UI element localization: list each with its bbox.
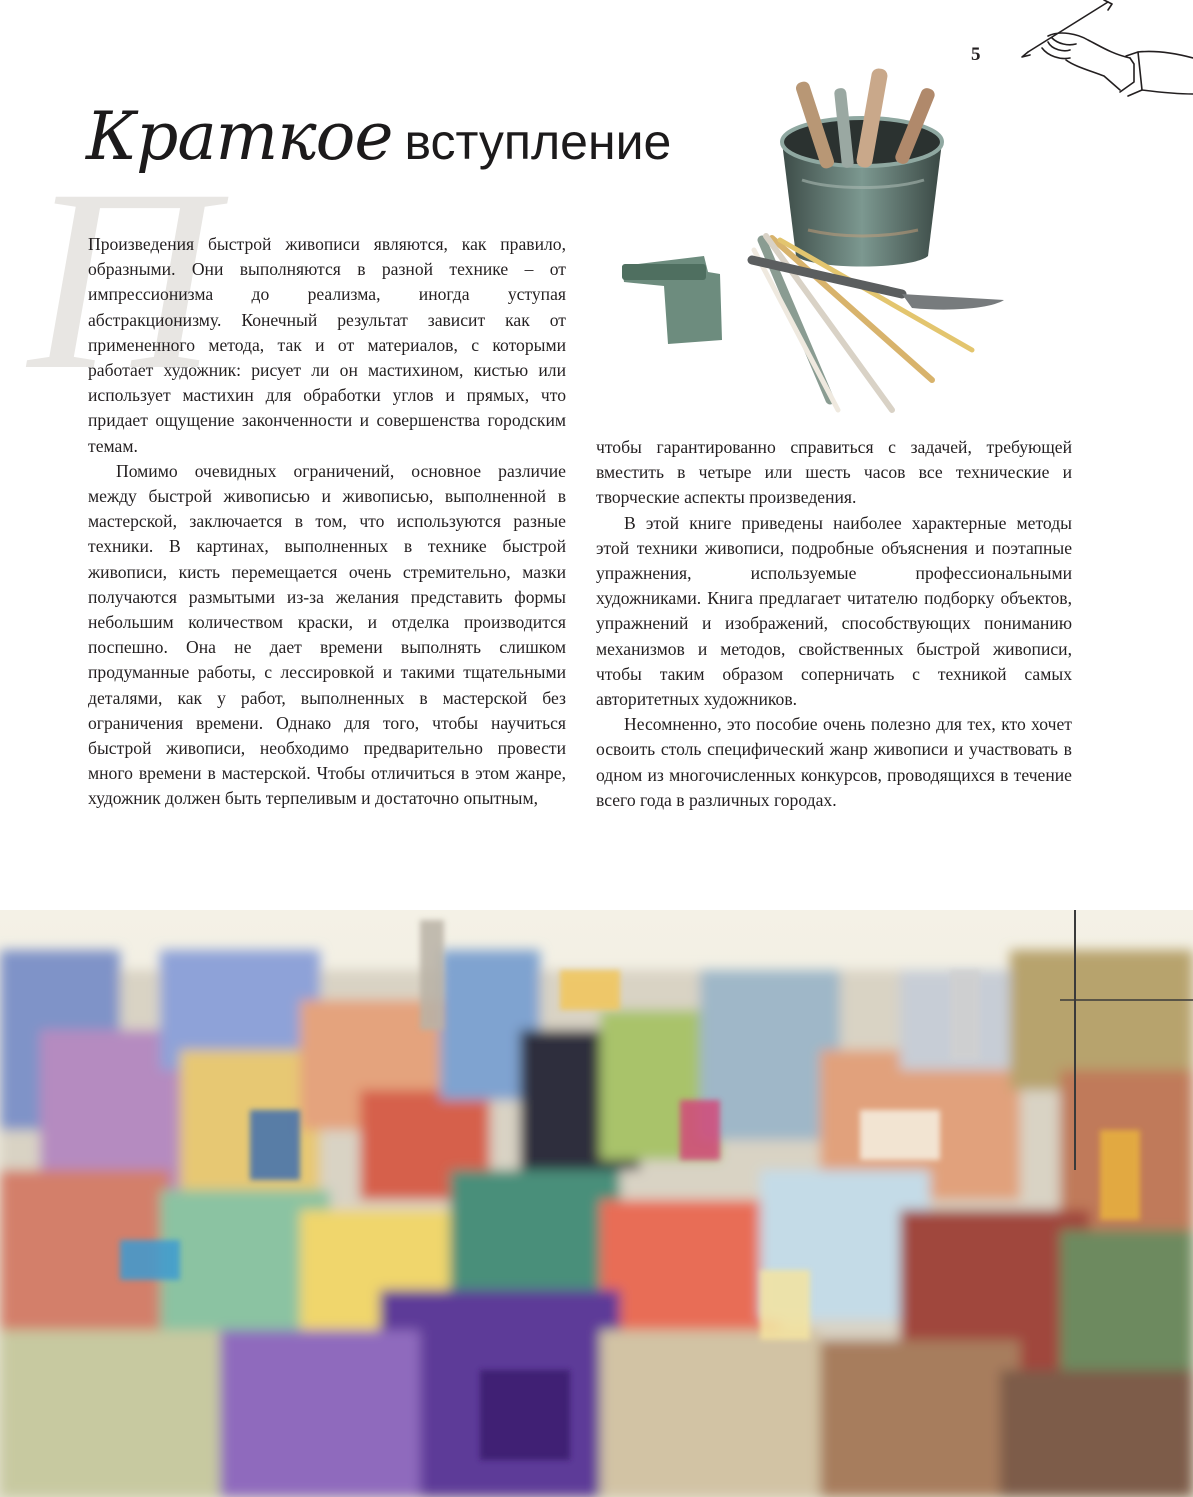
paragraph: В этой книге приведены наиболее характерные методы этой техники живописи, подробные объяснения и поэтапные упражнения, используемые профессиональными художниками. Книга предлагает читателю подборку объектов, упражнений и изображений, способствующих пониманию механизмов и методов, свойственных быстрой живописи, чтобы таким образом соперничать с техникой самых авторитетных художников. bbox=[596, 512, 1072, 710]
painting-tools-photo bbox=[612, 60, 1032, 420]
title-script-part: Краткое bbox=[86, 98, 393, 175]
paragraph: Несомненно, это пособие очень полезно для тех, кто хочет освоить столь специфический жанр живописи и участвовать в одном из многочисленных конкурсов, проводящихся в течение всего года в различных городах. bbox=[596, 714, 1072, 810]
decorative-dropcap: П bbox=[28, 136, 216, 424]
page-number: 5 bbox=[971, 44, 981, 65]
paragraph: чтобы гарантированно справиться с задачей, требующей вместить в четыре или шесть часов все технические и творческие аспекты произведения. bbox=[596, 437, 1072, 508]
text-column-left bbox=[88, 232, 566, 812]
title-plain-part: вступление bbox=[404, 114, 672, 170]
paragraph: Произведения быстрой живописи являются, как правило, образными. Они выполняются в разной технике – от импрессионизма до реализма, иногда уступая абстракционизму. Конечный результат зависит как от примененного метода, так и от материалов, с которыми работает художник: рисует ли он мастихином, кистью или использует мастихин для обработки углов и прямых, что придает ощущение законченности и совершенства городским темам. bbox=[88, 234, 566, 456]
cityscape-painting bbox=[0, 910, 1193, 1497]
hand-with-pencil-icon bbox=[1008, 0, 1193, 100]
page-title bbox=[86, 98, 671, 188]
paragraph: Помимо очевидных ограничений, основное различие между быстрой живописью и живописью, выполненной в мастерской, заключается в том, что используются разные техники. В картинах, выполненных в технике быстрой живописи, кисть перемещается очень стремительно, мазки получаются размытыми из-за желания представить формы небольшим количеством краски, и отделка производится поспешно. Она не дает времени выполнять слишком продуманные работы, с лессировкой и такими тщательными деталями, как у работ, выполненных в мастерской без ограничения времени. Однако для того, чтобы научиться быстрой живописи, необходимо предварительно провести много времени в мастерской. Чтобы отличиться в этом жанре, художник должен быть терпеливым и достаточно опытным, bbox=[88, 460, 566, 809]
text-column-right bbox=[596, 435, 1072, 813]
